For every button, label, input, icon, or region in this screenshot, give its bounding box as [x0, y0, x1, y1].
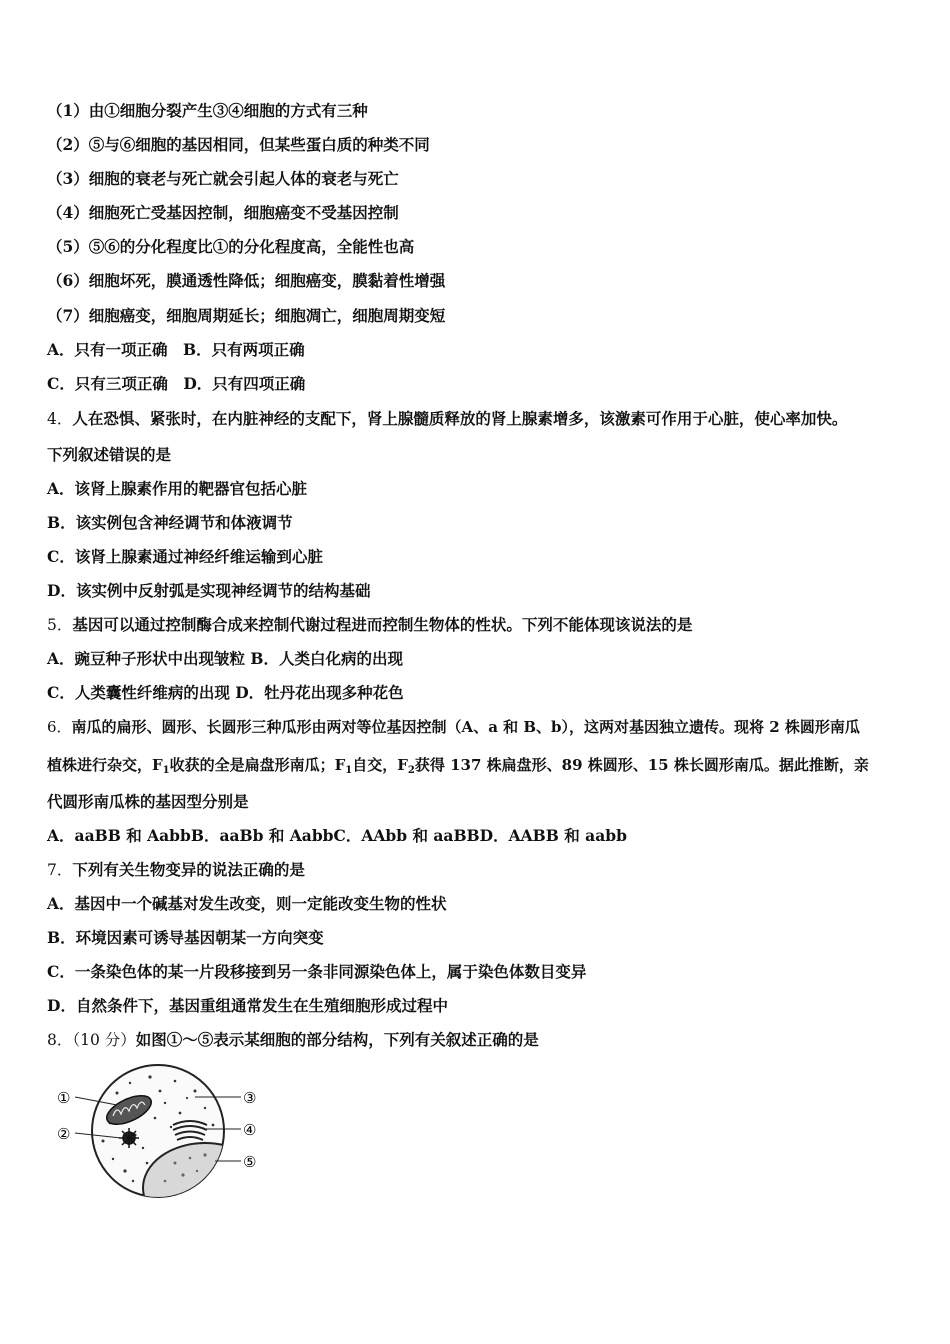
figure-label-1: ①	[57, 1089, 71, 1107]
q6-number: 6．	[47, 718, 72, 736]
q3-options-cd: C．只有三项正确 D．只有四项正确	[47, 374, 306, 393]
q8-number: 8．	[47, 1031, 73, 1049]
figure-label-2: ②	[57, 1125, 71, 1143]
q6-stem-line-3: 代圆形南瓜株的基因型分别是	[47, 792, 249, 811]
q3-statement-2: （2）⑤与⑥细胞的基因相同，但某些蛋白质的种类不同	[47, 135, 430, 154]
q6-stem-line-1	[47, 717, 860, 737]
q6-stem-part-b: 收获的全是扁盘形南瓜；F	[169, 756, 346, 774]
q5-number: 5．	[47, 616, 73, 634]
q3-options-ab: A．只有一项正确 B．只有两项正确	[47, 340, 305, 359]
q6-subscript-1: 1	[162, 765, 170, 776]
q4-option-c: C．该肾上腺素通过神经纤维运输到心脏	[47, 547, 323, 566]
q4-stem-line-2: 下列叙述错误的是	[47, 445, 172, 464]
q3-statement-4: （4）细胞死亡受基因控制，细胞癌变不受基因控制	[47, 203, 399, 222]
q6-stem-line-2	[47, 755, 869, 775]
q3-statement-7: （7）细胞癌变，细胞周期延长；细胞凋亡，细胞周期变短	[47, 306, 446, 325]
q3-statement-6: （6）细胞坏死，膜通透性降低；细胞癌变，膜黏着性增强	[47, 271, 446, 290]
q4-number: 4．	[47, 410, 73, 428]
q6-stem-text-1: 南瓜的扁形、圆形、长圆形三种瓜形由两对等位基因控制（A、a 和 B、b），这两对基因独立遗传。现将 2 株圆形南瓜	[71, 718, 860, 736]
figure-label-3: ③	[243, 1089, 257, 1107]
q8-score: （10 分）	[72, 1031, 136, 1049]
figure-label-5: ⑤	[243, 1153, 257, 1171]
q6-stem-part-a: 植株进行杂交，F	[47, 756, 163, 774]
q6-stem-part-c: 自交，F	[352, 756, 408, 774]
q3-statement-3: （3）细胞的衰老与死亡就会引起人体的衰老与死亡	[47, 169, 399, 188]
q7-number: 7．	[47, 861, 73, 879]
q8-stem	[47, 1030, 539, 1050]
q4-option-a: A．该肾上腺素作用的靶器官包括心脏	[47, 479, 308, 498]
q7-option-a: A．基因中一个碱基对发生改变，则一定能改变生物的性状	[47, 894, 447, 913]
q7-option-d: D．自然条件下，基因重组通常发生在生殖细胞形成过程中	[47, 996, 448, 1015]
q8-stem-text: 如图①～⑤表示某细胞的部分结构，下列有关叙述正确的是	[135, 1030, 539, 1049]
q6-subscript-3: 2	[407, 765, 415, 776]
q5-stem	[47, 615, 692, 635]
q7-option-c: C．一条染色体的某一片段移接到另一条非同源染色体上，属于染色体数目变异	[47, 962, 587, 981]
centrosome	[119, 1128, 139, 1148]
q5-options-cd: C．人类囊性纤维病的出现 D．牡丹花出现多种花色	[47, 683, 404, 702]
figure-label-4: ④	[243, 1121, 257, 1139]
q4-stem-line-1	[47, 409, 847, 429]
q7-stem	[47, 860, 305, 880]
q6-stem-part-d: 获得 137 株扁盘形、89 株圆形、15 株长圆形南瓜。据此推断，亲	[414, 756, 869, 774]
q3-statement-1: （1）由①细胞分裂产生③④细胞的方式有三种	[47, 101, 368, 120]
q5-stem-text: 基因可以通过控制酶合成来控制代谢过程进而控制生物体的性状。下列不能体现该说法的是	[72, 615, 693, 634]
q4-stem-text-1: 人在恐惧、紧张时，在内脏神经的支配下，肾上腺髓质释放的肾上腺素增多，该激素可作用于心脏，使心率加快。	[72, 409, 848, 428]
q4-option-d: D．该实例中反射弧是实现神经调节的结构基础	[47, 581, 371, 600]
q3-statement-5: （5）⑤⑥的分化程度比①的分化程度高，全能性也高	[47, 237, 415, 256]
q7-stem-text: 下列有关生物变异的说法正确的是	[72, 860, 305, 879]
q4-option-b: B．该实例包含神经调节和体液调节	[47, 513, 293, 532]
q6-options: A．aaBB 和 AabbB．aaBb 和 AabbC．AAbb 和 aaBBD．AABB 和 aabb	[47, 826, 627, 845]
q7-option-b: B．环境因素可诱导基因朝某一方向突变	[47, 928, 324, 947]
q6-subscript-2: 1	[345, 765, 353, 776]
q5-options-ab: A．豌豆种子形状中出现皱粒 B．人类白化病的出现	[47, 649, 404, 668]
cell-structure-figure	[55, 1063, 260, 1203]
